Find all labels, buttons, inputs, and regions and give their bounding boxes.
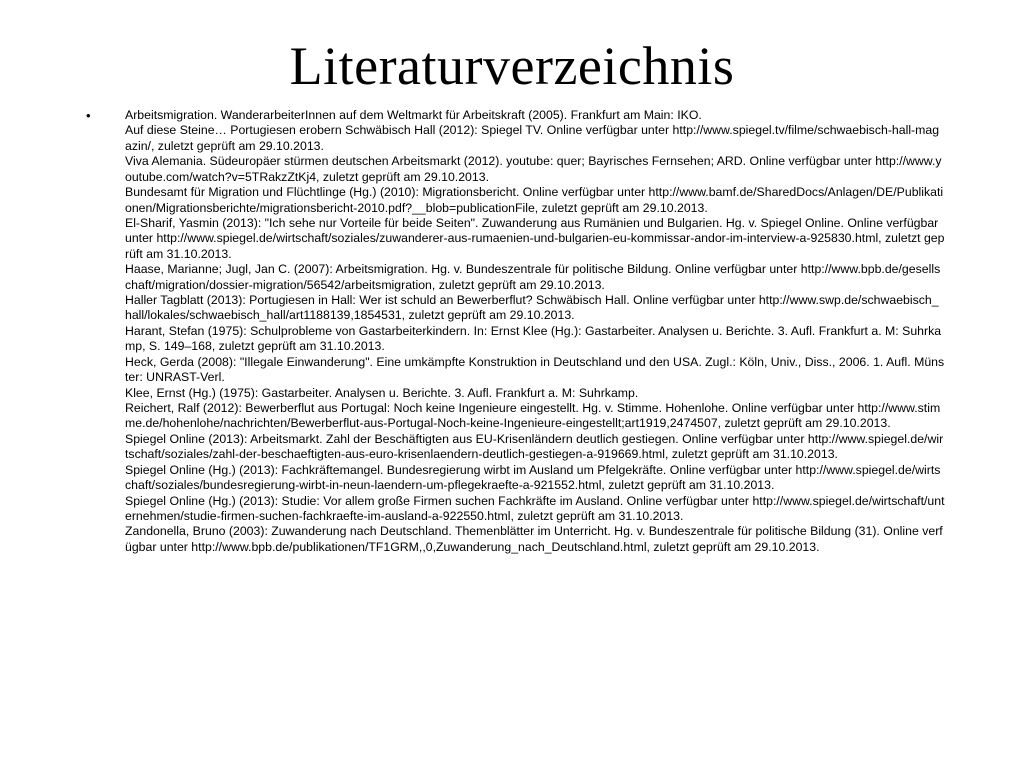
bibliography-entry: Viva Alemania. Südeuropäer stürmen deutschen Arbeitsmarkt (2012). youtube: quer; Bayrisches Fernsehen; ARD. Online verfügbar unter http://www.youtube.com/watch?v=5TRakzZtKj4, zuletzt geprüft am 29.10.2013. (125, 154, 942, 184)
bibliography-entry: Arbeitsmigration. WanderarbeiterInnen auf dem Weltmarkt für Arbeitskraft (2005). Frankfurt am Main: IKO. (125, 108, 702, 122)
bullet-marker: • (86, 108, 91, 123)
bibliography-entry: Haase, Marianne; Jugl, Jan C. (2007): Arbeitsmigration. Hg. v. Bundeszentrale für politische Bildung. Online verfügbar unter http://www.bpb.de/gesellschaft/migration/dossier-migration/56542/arbeitsmigration, zuletzt geprüft am 29.10.2013. (125, 262, 941, 292)
bibliography-entry: El-Sharif, Yasmin (2013): "Ich sehe nur Vorteile für beide Seiten". Zuwanderung aus Rumänien und Bulgarien. Hg. v. Spiegel Online. Online verfügbar unter http://www.spiegel.de/wirtschaft/soziales/zuwanderer-aus-rumaenien-und-bulgarien-eu-kommissar-andor-im-interview-a-925830.html, zuletzt geprüft am 31.10.2013. (125, 215, 945, 261)
bibliography-entry: Klee, Ernst (Hg.) (1975): Gastarbeiter. Analysen u. Berichte. 3. Aufl. Frankfurt a. M: Suhrkamp. (125, 385, 639, 400)
bibliography-entry: Auf diese Steine… Portugiesen erobern Schwäbisch Hall (2012): Spiegel TV. Online verfügbar unter http://www.spiegel.tv/filme/schwaebisch-hall-magazin/, zuletzt geprüft am 29.10.2013. (125, 123, 940, 153)
bibliography-entry: Reichert, Ralf (2012): Bewerberflut aus Portugal: Noch keine Ingenieure eingestellt. Hg. v. Stimme. Hohenlohe. Online verfügbar unter http://www.stimme.de/hohenlohe/nachrichten/Bewerberflut-aus-Portugal-Noch-keine-Ingenieure-eingestellt;art1919,2474507, zuletzt geprüft am 29.10.2013. (125, 401, 941, 431)
bibliography-entry: Haller Tagblatt (2013): Portugiesen in Hall: Wer ist schuld an Bewerberflut? Schwäbisch Hall. Online verfügbar unter http://www.swp.de/schwaebisch_hall/lokales/schwaebisch_hall/art1188139,1854531, zuletzt geprüft am 29.10.2013. (125, 293, 939, 323)
bibliography-entry: Harant, Stefan (1975): Schulprobleme von Gastarbeiterkindern. In: Ernst Klee (Hg.): Gastarbeiter. Analysen u. Berichte. 3. Aufl. Frankfurt a. M: Suhrkamp, S. 149–168, zuletzt geprüft am 31.10.2013. (125, 323, 942, 354)
bibliography-list (125, 108, 945, 555)
bibliography-entry: Spiegel Online (2013): Arbeitsmarkt. Zahl der Beschäftigten aus EU-Krisenländern deutlich gestiegen. Online verfügbar unter http://www.spiegel.de/wirtschaft/soziales/zahl-der-beschaeftigten-aus-euro-krisenlaendern-deutlich-gestiegen-a-919669.html, zuletzt geprüft am 31.10.2013. (125, 431, 944, 462)
bibliography-entry: Heck, Gerda (2008): "Illegale Einwanderung". Eine umkämpfte Konstruktion in Deutschland und den USA. Zugl.: Köln, Univ., Diss., 2006. 1. Aufl. Münster: UNRAST-Verl. (125, 354, 945, 385)
bibliography-entry: Zandonella, Bruno (2003): Zuwanderung nach Deutschland. Themenblätter im Unterricht. Hg. v. Bundeszentrale für politische Bildung (31). Online verfügbar unter http://www.bpb.de/publikationen/TF1GRM,,0,Zuwanderung_nach_Deutschland.html, zuletzt geprüft am 29.10.2013. (125, 524, 943, 554)
bibliography-entry: Bundesamt für Migration und Flüchtlinge (Hg.) (2010): Migrationsbericht. Online verfügbar unter http://www.bamf.de/SharedDocs/Anlagen/DE/Publikationen/Migrationsberichte/migrationsbericht-2010.pdf?__blob=publicationFile, zuletzt geprüft am 29.10.2013. (125, 185, 944, 215)
bibliography-entry: Spiegel Online (Hg.) (2013): Fachkräftemangel. Bundesregierung wirbt im Ausland um Pfelgekräfte. Online verfügbar unter http://www.spiegel.de/wirtschaft/soziales/bundesregierung-wirbt-in-neun-laendern-um-pflegekraefte-a-921552.html, zuletzt geprüft am 31.10.2013. (125, 462, 941, 493)
bibliography-entry: Spiegel Online (Hg.) (2013): Studie: Vor allem große Firmen suchen Fachkräfte im Ausland. Online verfügbar unter http://www.spiegel.de/wirtschaft/unternehmen/studie-firmen-suchen-fachkraefte-im-ausland-a-922550.html, zuletzt geprüft am 31.10.2013. (125, 493, 945, 523)
slide-title: Literaturverzeichnis (289, 36, 735, 96)
